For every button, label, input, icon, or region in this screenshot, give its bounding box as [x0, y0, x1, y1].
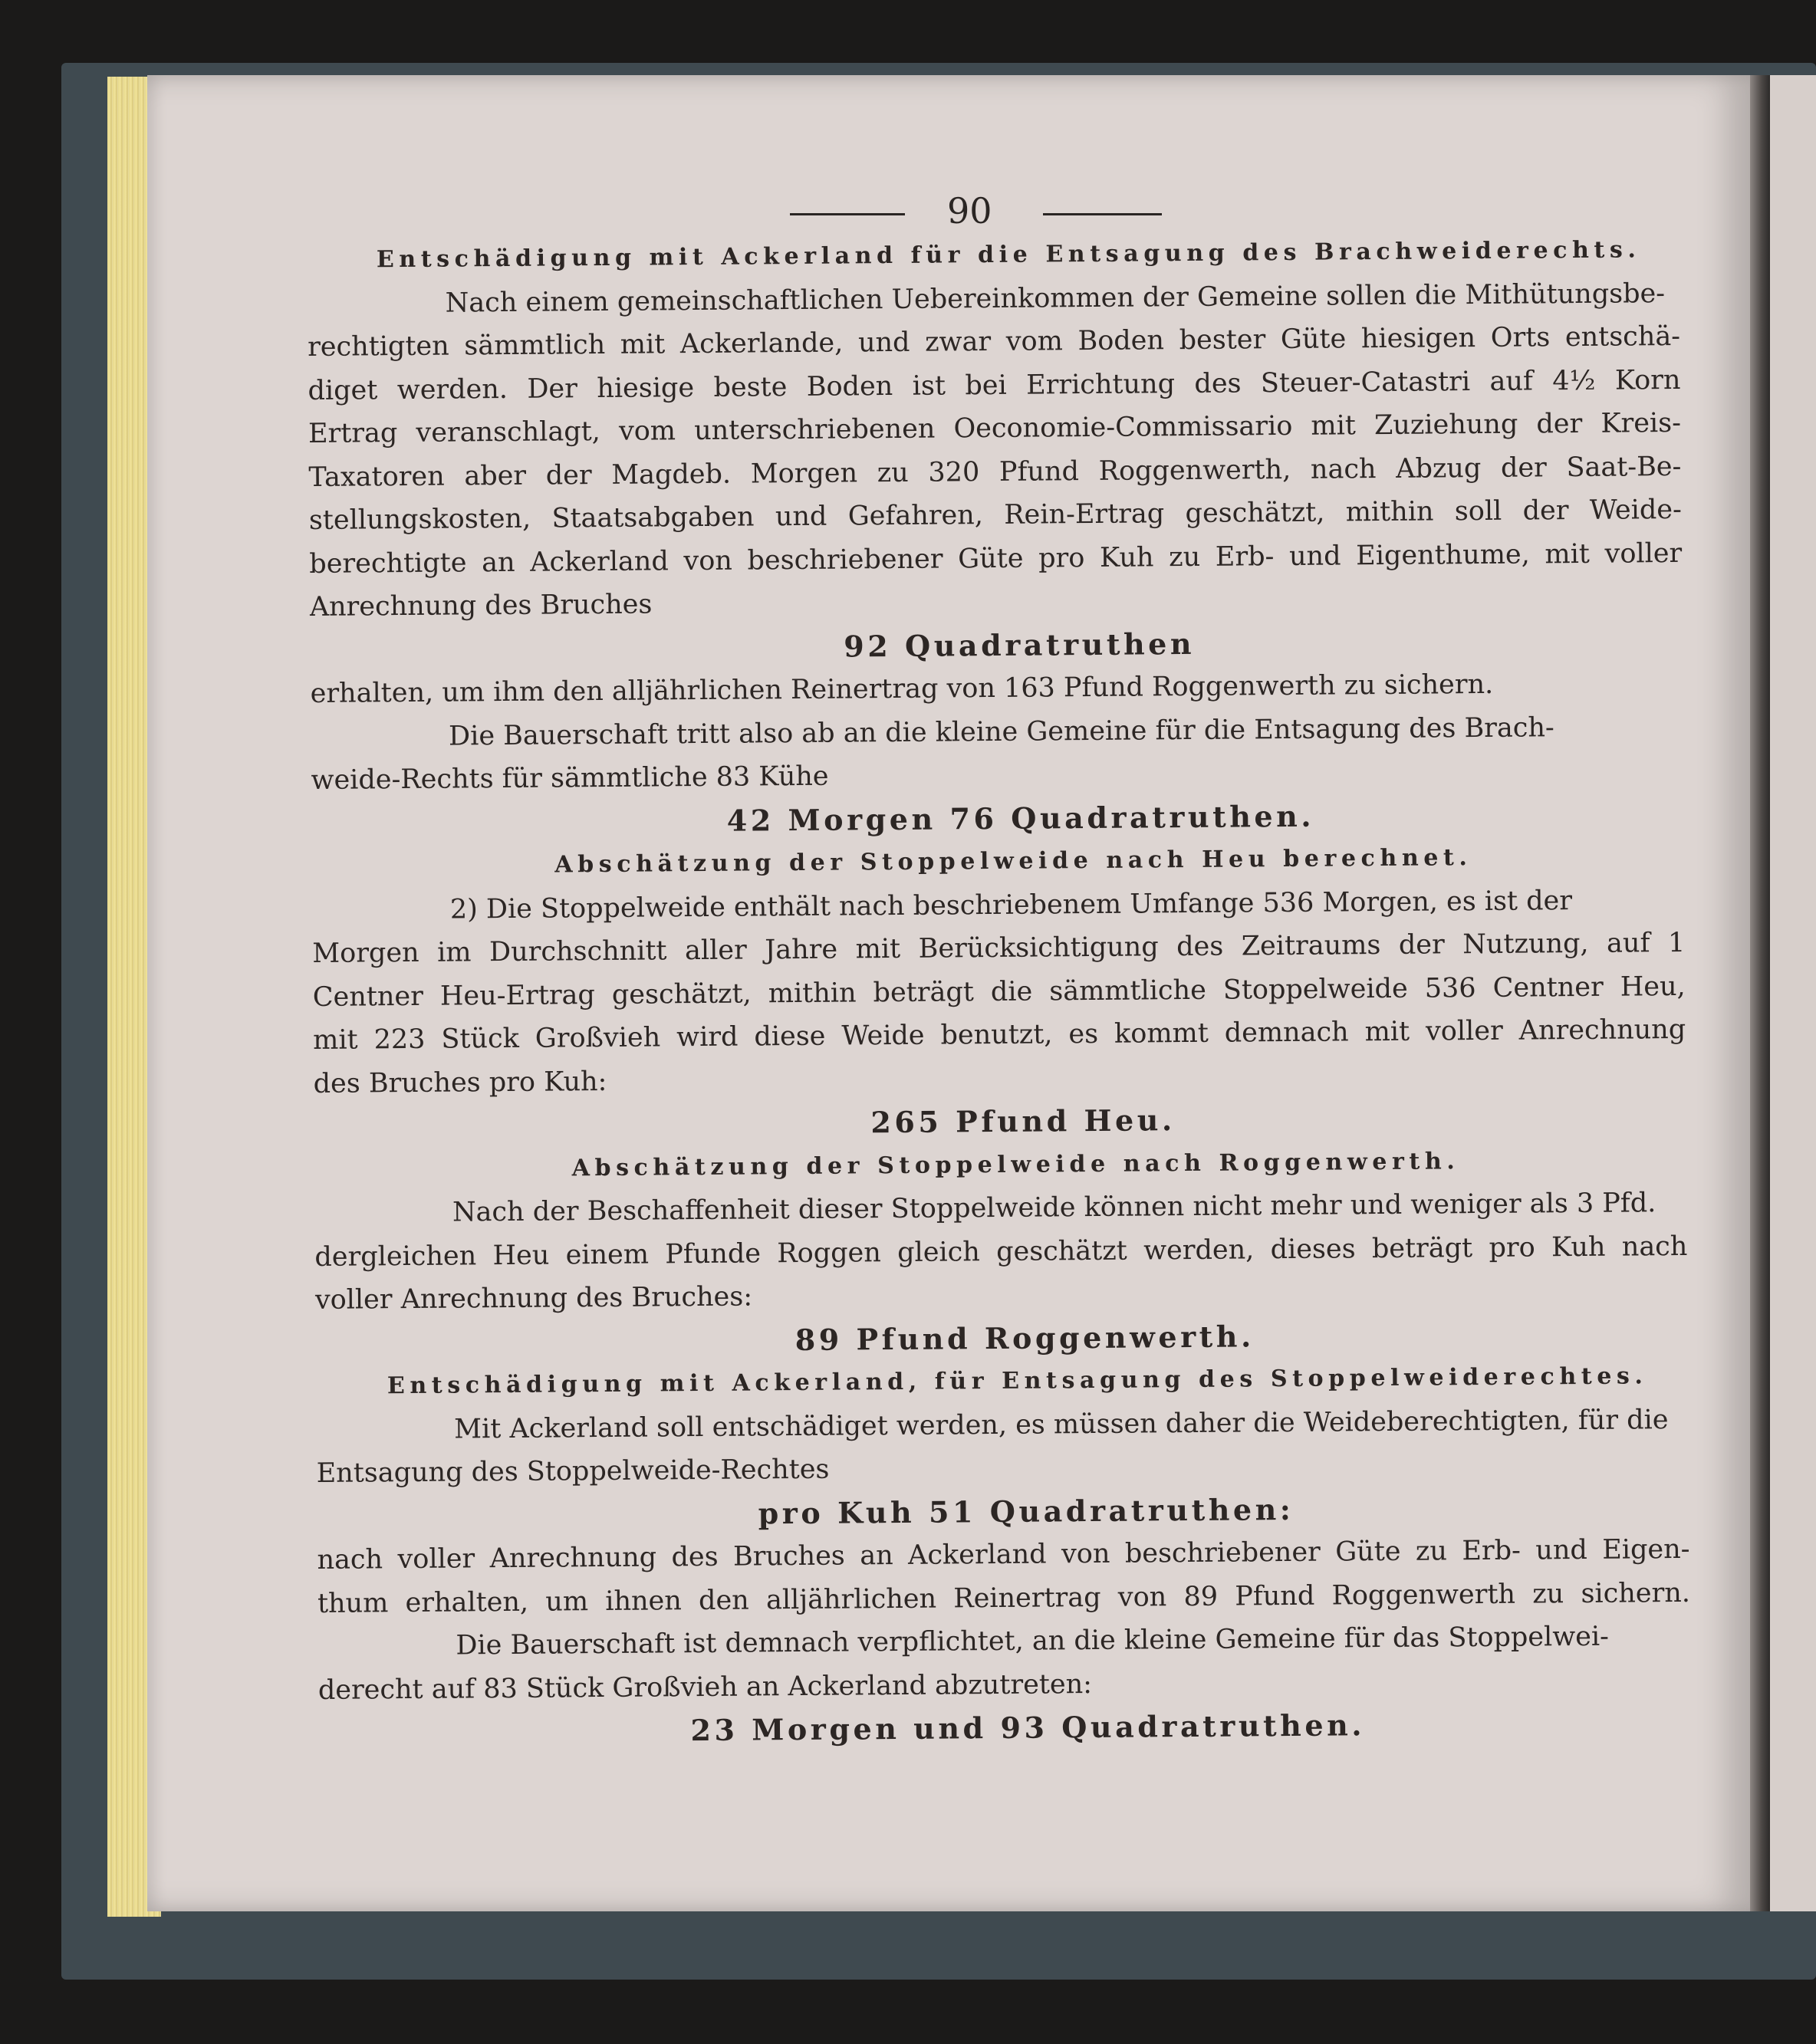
header-rule-left: [790, 213, 905, 215]
book-gutter: [1750, 75, 1770, 1911]
text-line: Entsagung des Stoppelweide-Rechtes: [316, 1454, 830, 1489]
text-line: Mit Ackerland soll entschädiget werden, es müssen daher die Weideberechtigten, für die: [454, 1404, 1669, 1445]
section-heading: Abschätzung der Stoppelweide nach Roggenwerth.: [571, 1147, 1460, 1181]
text-line: Taxatoren aber der Magdeb. Morgen zu 320 Pfund Roggenwerth, nach Abzug der Saat-Be-: [308, 451, 1682, 493]
measurement-line: 42 Morgen 76 Quadratruthen.: [726, 798, 1315, 838]
text-line: thum erhalten, um ihnen den alljährlichen Reinertrag von 89 Pfund Roggenwerth zu sichern.: [317, 1577, 1691, 1619]
text-line: Die Bauerschaft tritt also ab an die kleine Gemeine für die Entsagung des Brach-: [448, 711, 1554, 752]
text-line: rechtigten sämmtlich mit Ackerlande, und zwar vom Boden bester Güte hiesigen Orts entschä-: [307, 320, 1681, 363]
text-line: berechtigte an Ackerland von beschriebener Güte pro Kuh zu Erb- und Eigenthume, mit voller: [309, 537, 1683, 580]
page-header: [790, 190, 1173, 236]
header-rule-right: [1043, 213, 1162, 215]
text-line: derecht auf 83 Stück Großvieh an Ackerland abzutreten:: [317, 1668, 1093, 1706]
measurement-line: 92 Quadratruthen: [844, 626, 1196, 664]
text-line: nach voller Anrechnung des Bruches an Ackerland von beschriebener Güte zu Erb- und Eigen-: [317, 1533, 1690, 1576]
text-line: Ertrag veranschlagt, vom unterschriebenen Oeconomie-Commissario mit Zuziehung der Kreis-: [308, 407, 1682, 449]
measurement-line: pro Kuh 51 Quadratruthen:: [758, 1491, 1295, 1530]
section-heading: Entschädigung mit Ackerland, für Entsagung des Stoppelweiderechtes.: [387, 1362, 1648, 1400]
text-line: Morgen im Durchschnitt aller Jahre mit Berücksichtigung des Zeitraums der Nutzung, auf 1: [312, 927, 1686, 969]
text-line: stellungskosten, Staatsabgaben und Gefahren, Rein-Ertrag geschätzt, mithin soll der Weide-: [308, 494, 1682, 536]
page-body-text: [307, 228, 1691, 1755]
page-number: 90: [947, 190, 992, 232]
text-line: diget werden. Der hiesige beste Boden ist bei Errichtung des Steuer-Catastri auf 4½ Korn: [308, 364, 1681, 406]
text-line: 2) Die Stoppelweide enthält nach beschriebenem Umfange 536 Morgen, es ist der: [449, 885, 1573, 925]
measurement-line: 265 Pfund Heu.: [870, 1103, 1176, 1140]
text-line: Die Bauerschaft ist demnach verpflichtet, an die kleine Gemeine für das Stoppelwei-: [456, 1621, 1610, 1661]
text-line: mit 223 Stück Großvieh wird diese Weide benutzt, es kommt demnach mit voller Anrechnung: [313, 1014, 1686, 1056]
text-line: voller Anrechnung des Bruches:: [314, 1281, 753, 1316]
measurement-line: 23 Morgen und 93 Quadratruthen.: [690, 1707, 1366, 1748]
text-line: Centner Heu-Ertrag geschätzt, mithin beträgt die sämmtliche Stoppelweide 536 Centner Heu,: [312, 971, 1686, 1013]
text-line: erhalten, um ihm den alljährlichen Reinertrag von 163 Pfund Roggenwerth zu sichern.: [310, 669, 1494, 709]
facing-page-edge: [1770, 75, 1816, 1911]
text-line: Anrechnung des Bruches: [309, 589, 653, 623]
text-line: weide-Rechts für sämmtliche 83 Kühe: [311, 761, 829, 796]
section-heading: Entschädigung mit Ackerland für die Entsagung des Brachweiderechts.: [376, 236, 1641, 274]
text-line: dergleichen Heu einem Pfunde Roggen gleich geschätzt werden, dieses beträgt pro Kuh nach: [314, 1231, 1688, 1273]
text-line: Nach der Beschaffenheit dieser Stoppelweide können nicht mehr und weniger als 3 Pfd.: [452, 1188, 1656, 1228]
section-heading: Abschätzung der Stoppelweide nach Heu berechnet.: [554, 844, 1472, 879]
text-line: des Bruches pro Kuh:: [313, 1066, 607, 1099]
text-line: Nach einem gemeinschaftlichen Uebereinkommen der Gemeine sollen die Mithütungsbe-: [445, 278, 1666, 319]
measurement-line: 89 Pfund Roggenwerth.: [794, 1318, 1255, 1357]
